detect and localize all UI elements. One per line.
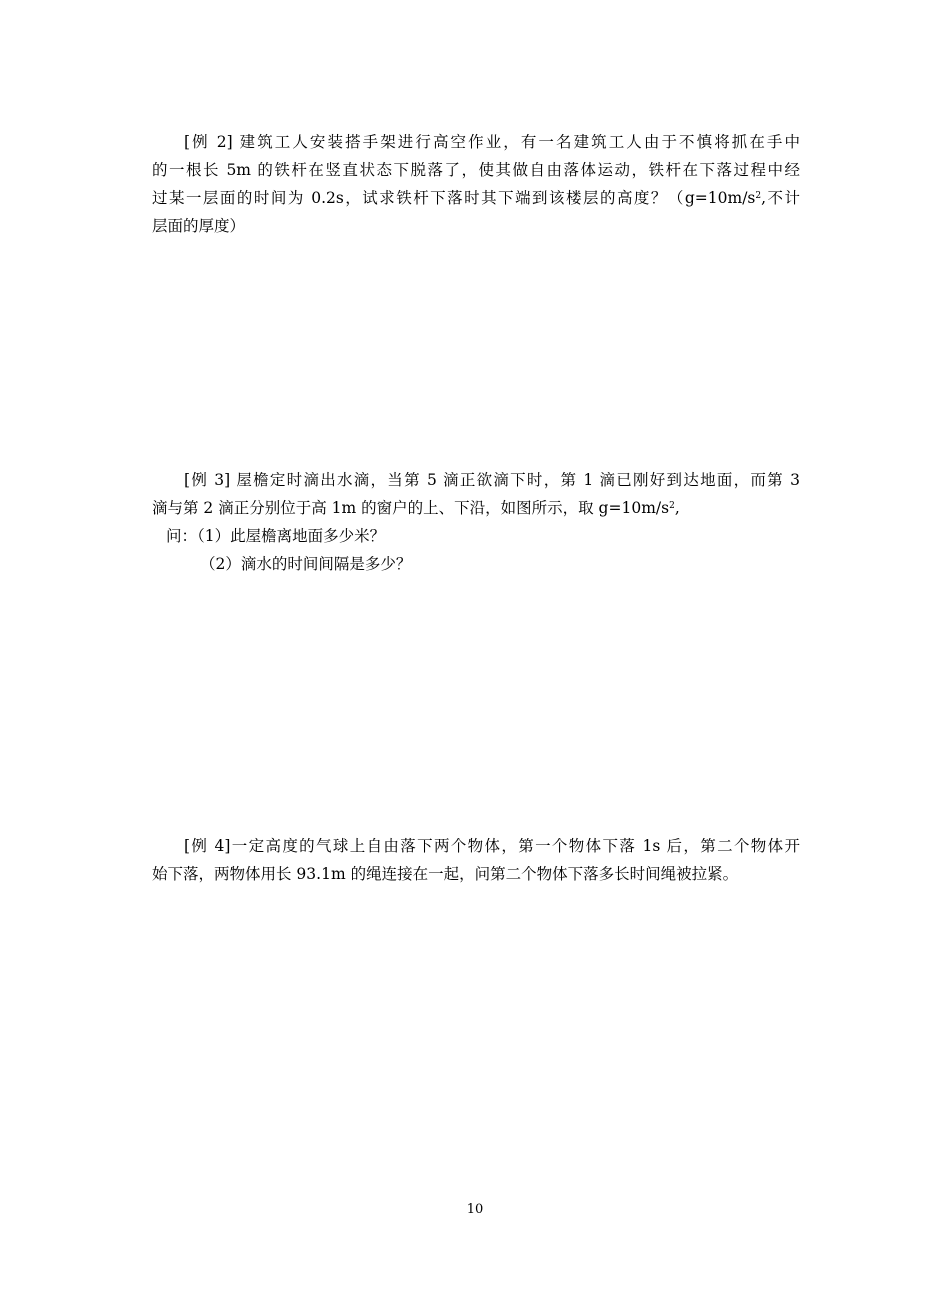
example-3-line-2-tail: , [674,499,680,517]
example-3-question-2: （2）滴水的时间间隔是多少？ [200,555,412,573]
page-number: 10 [466,1202,484,1217]
example-3-line-2-text: 滴与第 2 滴正分别位于高 1m 的窗户的上、下沿，如图所示，取 g=10m/s [152,499,670,517]
example-2-line-3-tail: ,不计 [761,189,800,207]
example-3-paragraph [152,466,800,522]
example-2-paragraph [152,128,800,240]
example-4-paragraph [152,832,800,888]
example-3-line-2 [152,494,800,522]
example-3-question-1: 问：（1）此屋檐离地面多少米？ [166,527,386,545]
example-3-line-1: [例 3] 屋檐定时滴出水滴，当第 5 滴正欲滴下时，第 1 滴已刚好到达地面，而第 3 [184,471,800,489]
example-2-exponent: 2 [755,191,762,201]
example-4-line-1: [例 4]一定高度的气球上自由落下两个物体，第一个物体下落 1s 后，第二个物体开 [184,837,800,855]
example-2-line-3 [152,184,800,212]
example-2-line-3-text: 过某一层面的时间为 0.2s，试求铁杆下落时其下端到该楼层的高度？（g=10m/s [152,189,756,207]
example-2-line-2: 的一根长 5m 的铁杆在竖直状态下脱落了，使其做自由落体运动，铁杆在下落过程中经 [152,161,800,179]
example-3-exponent: 2 [669,501,675,511]
example-4-line-2: 始下落，两物体用长 93.1m 的绳连接在一起，问第二个物体下落多长时间绳被拉紧。 [152,865,739,883]
example-2-line-1: [例 2] 建筑工人安装搭手架进行高空作业，有一名建筑工人由于不慎将抓在手中 [184,133,800,151]
example-2-line-4: 层面的厚度） [152,217,246,235]
